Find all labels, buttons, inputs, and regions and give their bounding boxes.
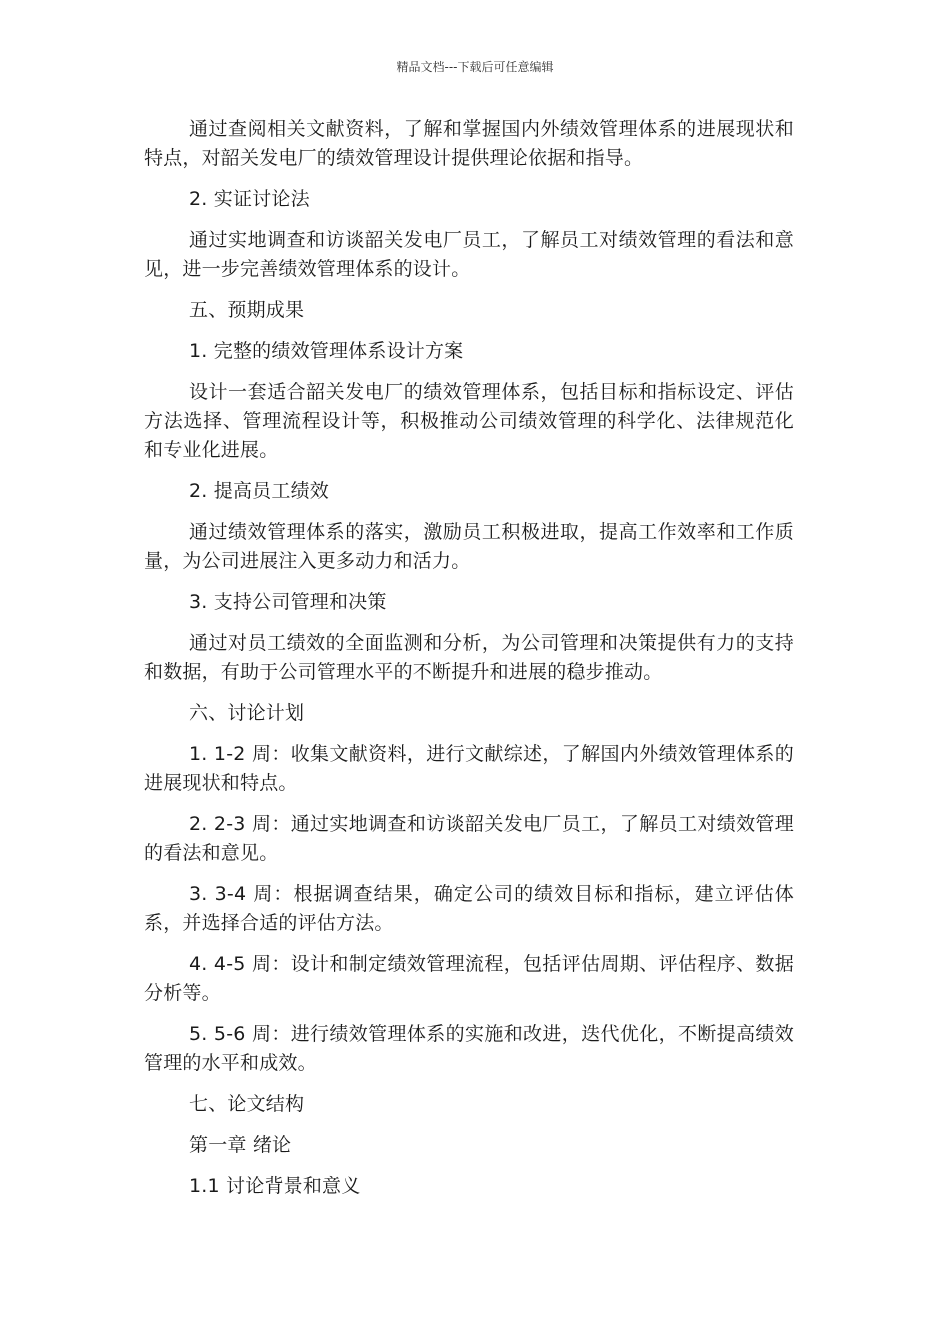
page-header: 精品文档---下载后可任意编辑 xyxy=(396,60,554,74)
plan-item-2: 2. 2-3 周：通过实地调查和访谈韶关发电厂员工，了解员工对绩效管理的看法和意见。 xyxy=(144,813,794,864)
heading-support-decisions: 3. 支持公司管理和决策 xyxy=(189,591,387,613)
paragraph-improve-performance: 通过绩效管理体系的落实，激励员工积极进取，提高工作效率和工作质量，为公司进展注入更多动力和活力。 xyxy=(144,521,794,572)
paragraph-design-plan: 设计一套适合韶关发电厂的绩效管理体系，包括目标和指标设定、评估方法选择、管理流程设计等，积极推动公司绩效管理的科学化、法律规范化和专业化进展。 xyxy=(144,381,794,461)
plan-item-1: 1. 1-2 周：收集文献资料，进行文献综述，了解国内外绩效管理体系的进展现状和特点。 xyxy=(144,743,794,794)
plan-item-5: 5. 5-6 周：进行绩效管理体系的实施和改进，迭代优化，不断提高绩效管理的水平和成效。 xyxy=(144,1023,794,1074)
paragraph-literature-method: 通过查阅相关文献资料，了解和掌握国内外绩效管理体系的进展现状和特点，对韶关发电厂的绩效管理设计提供理论依据和指导。 xyxy=(144,118,794,169)
heading-improve-performance: 2. 提高员工绩效 xyxy=(189,480,329,502)
plan-item-3: 3. 3-4 周：根据调查结果，确定公司的绩效目标和指标，建立评估体系，并选择合适的评估方法。 xyxy=(144,883,794,934)
subsection-heading-background: 1.1 讨论背景和意义 xyxy=(189,1175,361,1197)
chapter-heading-introduction: 第一章 绪论 xyxy=(189,1134,292,1156)
plan-item-4: 4. 4-5 周：设计和制定绩效管理流程，包括评估周期、评估程序、数据分析等。 xyxy=(144,953,794,1004)
section-heading-thesis-structure: 七、论文结构 xyxy=(189,1093,305,1115)
document-body xyxy=(144,115,794,1213)
paragraph-empirical-method: 通过实地调查和访谈韶关发电厂员工，了解员工对绩效管理的看法和意见，进一步完善绩效管理体系的设计。 xyxy=(144,229,794,280)
heading-design-plan: 1. 完整的绩效管理体系设计方案 xyxy=(189,340,464,362)
section-heading-expected-results: 五、预期成果 xyxy=(189,299,305,321)
heading-empirical-method: 2. 实证讨论法 xyxy=(189,188,310,210)
paragraph-support-decisions: 通过对员工绩效的全面监测和分析，为公司管理和决策提供有力的支持和数据，有助于公司管理水平的不断提升和进展的稳步推动。 xyxy=(144,632,794,683)
section-heading-research-plan: 六、讨论计划 xyxy=(189,702,305,724)
